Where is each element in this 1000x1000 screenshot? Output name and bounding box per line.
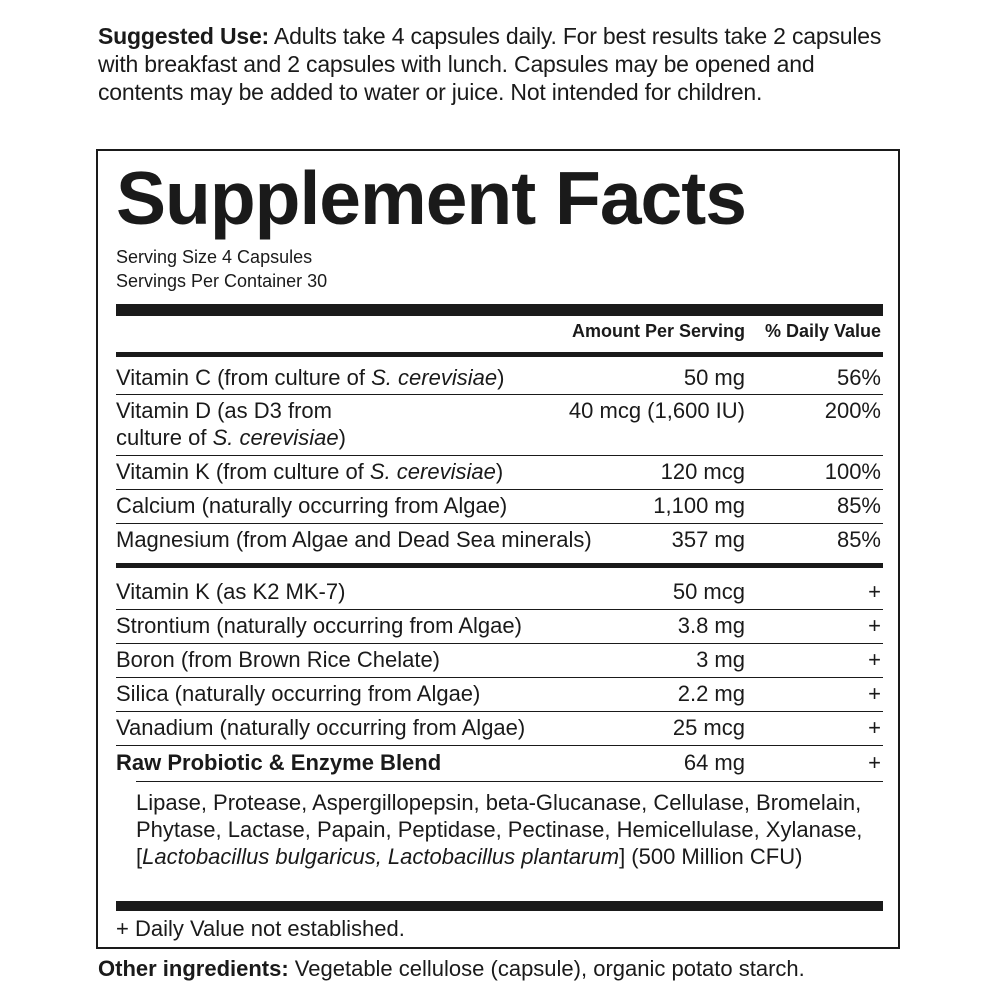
header-amount-per-serving: Amount Per Serving: [571, 321, 745, 341]
row-divider: [116, 643, 883, 644]
nutrient-daily-value: +: [868, 681, 881, 706]
nutrient-row-vitamin-c: [116, 364, 883, 391]
nutrient-daily-value: 85%: [836, 527, 881, 552]
row-divider: [116, 394, 883, 395]
nutrient-name: Vitamin K (as K2 MK-7): [116, 579, 346, 604]
blend-ingredients-text: Lipase, Protease, Aspergillopepsin, beta-Glucanase, Cellulase, Bromelain, Phytase, Lactase, Papain, Peptidase, Pectinase, Hemicellulase, Xylanase, [Lactobacillus bulgaricus, Lactobacillus plantarum] (500 Million CFU): [136, 790, 863, 869]
servings-per-container: Servings Per Container 30: [116, 271, 328, 291]
row-divider: [136, 781, 883, 782]
nutrient-name: Strontium (naturally occurring from Algae): [116, 613, 522, 638]
row-divider: [116, 677, 883, 678]
suggested-use-paragraph: [98, 22, 898, 106]
nutrient-daily-value: 85%: [836, 493, 881, 518]
other-ingredients-text: Vegetable cellulose (capsule), organic potato starch.: [288, 956, 805, 981]
row-divider: [116, 745, 883, 746]
nutrient-name: Boron (from Brown Rice Chelate): [116, 647, 441, 672]
suggested-use-text: Adults take 4 capsules daily. For best results take 2 capsules with breakfast and 2 capsules with lunch. Capsules may be opened and contents may be added to water or juice. Not intended for children.: [98, 23, 882, 105]
thick-divider-top: [116, 304, 883, 316]
nutrient-name: Silica (naturally occurring from Algae): [116, 681, 481, 706]
nutrient-daily-value: 100%: [824, 459, 881, 484]
nutrient-row-silica: [116, 680, 883, 707]
serving-info: [116, 245, 327, 293]
nutrient-row-strontium: [116, 612, 883, 639]
nutrient-daily-value: +: [868, 579, 881, 604]
nutrient-row-magnesium: [116, 526, 883, 553]
nutrient-amount: 357 mg: [671, 527, 745, 552]
nutrient-daily-value: +: [868, 715, 881, 740]
medium-divider: [116, 352, 883, 357]
nutrient-amount: 3.8 mg: [677, 613, 745, 638]
footnote: + Daily Value not established.: [116, 916, 405, 941]
nutrient-amount: 50 mg: [683, 365, 745, 390]
nutrient-row-vitamin-d: [116, 397, 883, 451]
other-ingredients-label: Other ingredients:: [98, 956, 289, 981]
nutrient-amount: 2.2 mg: [677, 681, 745, 706]
facts-title: Supplement Facts: [116, 156, 746, 240]
medium-divider: [116, 563, 883, 568]
row-divider: [116, 523, 883, 524]
nutrient-amount: 40 mcg (1,600 IU): [568, 398, 745, 423]
suggested-use-label: Suggested Use:: [98, 23, 270, 49]
nutrient-name: Vanadium (naturally occurring from Algae): [116, 715, 526, 740]
nutrient-name: Calcium (naturally occurring from Algae): [116, 493, 508, 518]
serving-size: Serving Size 4 Capsules: [116, 247, 313, 267]
nutrient-daily-value: 56%: [836, 365, 881, 390]
nutrient-amount: 50 mcg: [672, 579, 745, 604]
nutrient-name: Magnesium (from Algae and Dead Sea minerals): [116, 527, 592, 552]
nutrient-row-vitamin-k: [116, 458, 883, 485]
row-divider: [116, 489, 883, 490]
header-daily-value: % Daily Value: [764, 321, 881, 341]
nutrient-row-boron: [116, 646, 883, 673]
nutrient-daily-value: +: [868, 613, 881, 638]
nutrient-row-vanadium: [116, 714, 883, 741]
nutrient-amount: 25 mcg: [672, 715, 745, 740]
thick-divider-bottom: [116, 901, 883, 911]
nutrient-amount: 1,100 mg: [653, 493, 745, 518]
nutrient-name: Vitamin D (as D3 from culture of S. cerevisiae): [116, 398, 346, 450]
nutrient-daily-value: +: [868, 647, 881, 672]
nutrient-amount: 64 mg: [683, 750, 745, 775]
nutrient-name: Vitamin C (from culture of S. cerevisiae): [116, 365, 505, 390]
nutrient-row-calcium: [116, 492, 883, 519]
nutrient-daily-value: +: [868, 750, 881, 775]
nutrient-row-probiotic-blend: [116, 749, 883, 776]
row-divider: [116, 609, 883, 610]
nutrient-name: Vitamin K (from culture of S. cerevisiae): [116, 459, 504, 484]
nutrient-amount: 120 mcg: [660, 459, 745, 484]
nutrient-name: Raw Probiotic & Enzyme Blend: [116, 750, 442, 775]
nutrient-daily-value: 200%: [824, 398, 881, 423]
supplement-facts-panel: [96, 149, 900, 949]
row-divider: [116, 711, 883, 712]
other-ingredients: [98, 955, 805, 982]
nutrient-row-vitamin-k2: [116, 578, 883, 605]
column-header-row: [116, 321, 883, 347]
row-divider: [116, 455, 883, 456]
nutrient-amount: 3 mg: [696, 647, 745, 672]
